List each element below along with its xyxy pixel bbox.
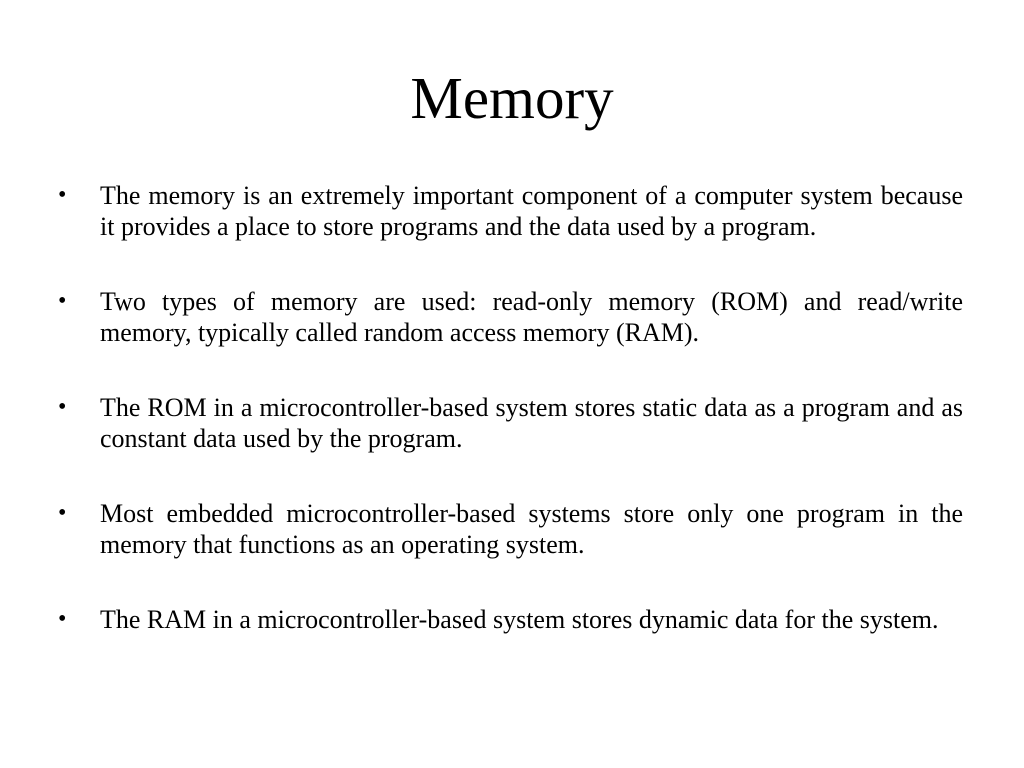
bullet-text: Two types of memory are used: read-only memory (ROM) and read/write memory, typically called random access memory (RAM). [100, 287, 963, 347]
bullet-text: The ROM in a microcontroller-based system stores static data as a program and as constant data used by the program. [100, 393, 963, 453]
bullet-text: Most embedded microcontroller-based systems store only one program in the memory that functions as an operating system. [100, 499, 963, 559]
bullet-text: The RAM in a microcontroller-based system stores dynamic data for the system. [100, 605, 939, 634]
bullet-text: The memory is an extremely important component of a computer system because it provides a place to store programs and the data used by a program. [100, 181, 963, 241]
bullet-item-memory-types [0, 286, 963, 348]
bullet-dot-icon: • [58, 606, 67, 632]
bullet-item-ram [0, 604, 963, 635]
bullet-item-embedded-systems [0, 498, 963, 560]
bullet-list [0, 180, 1024, 679]
slide-title: Memory [410, 65, 614, 131]
bullet-dot-icon: • [58, 182, 67, 208]
bullet-dot-icon: • [58, 500, 67, 526]
bullet-dot-icon: • [58, 394, 67, 420]
bullet-dot-icon: • [58, 288, 67, 314]
bullet-item-rom [0, 392, 963, 454]
bullet-item-memory-importance [0, 180, 963, 242]
